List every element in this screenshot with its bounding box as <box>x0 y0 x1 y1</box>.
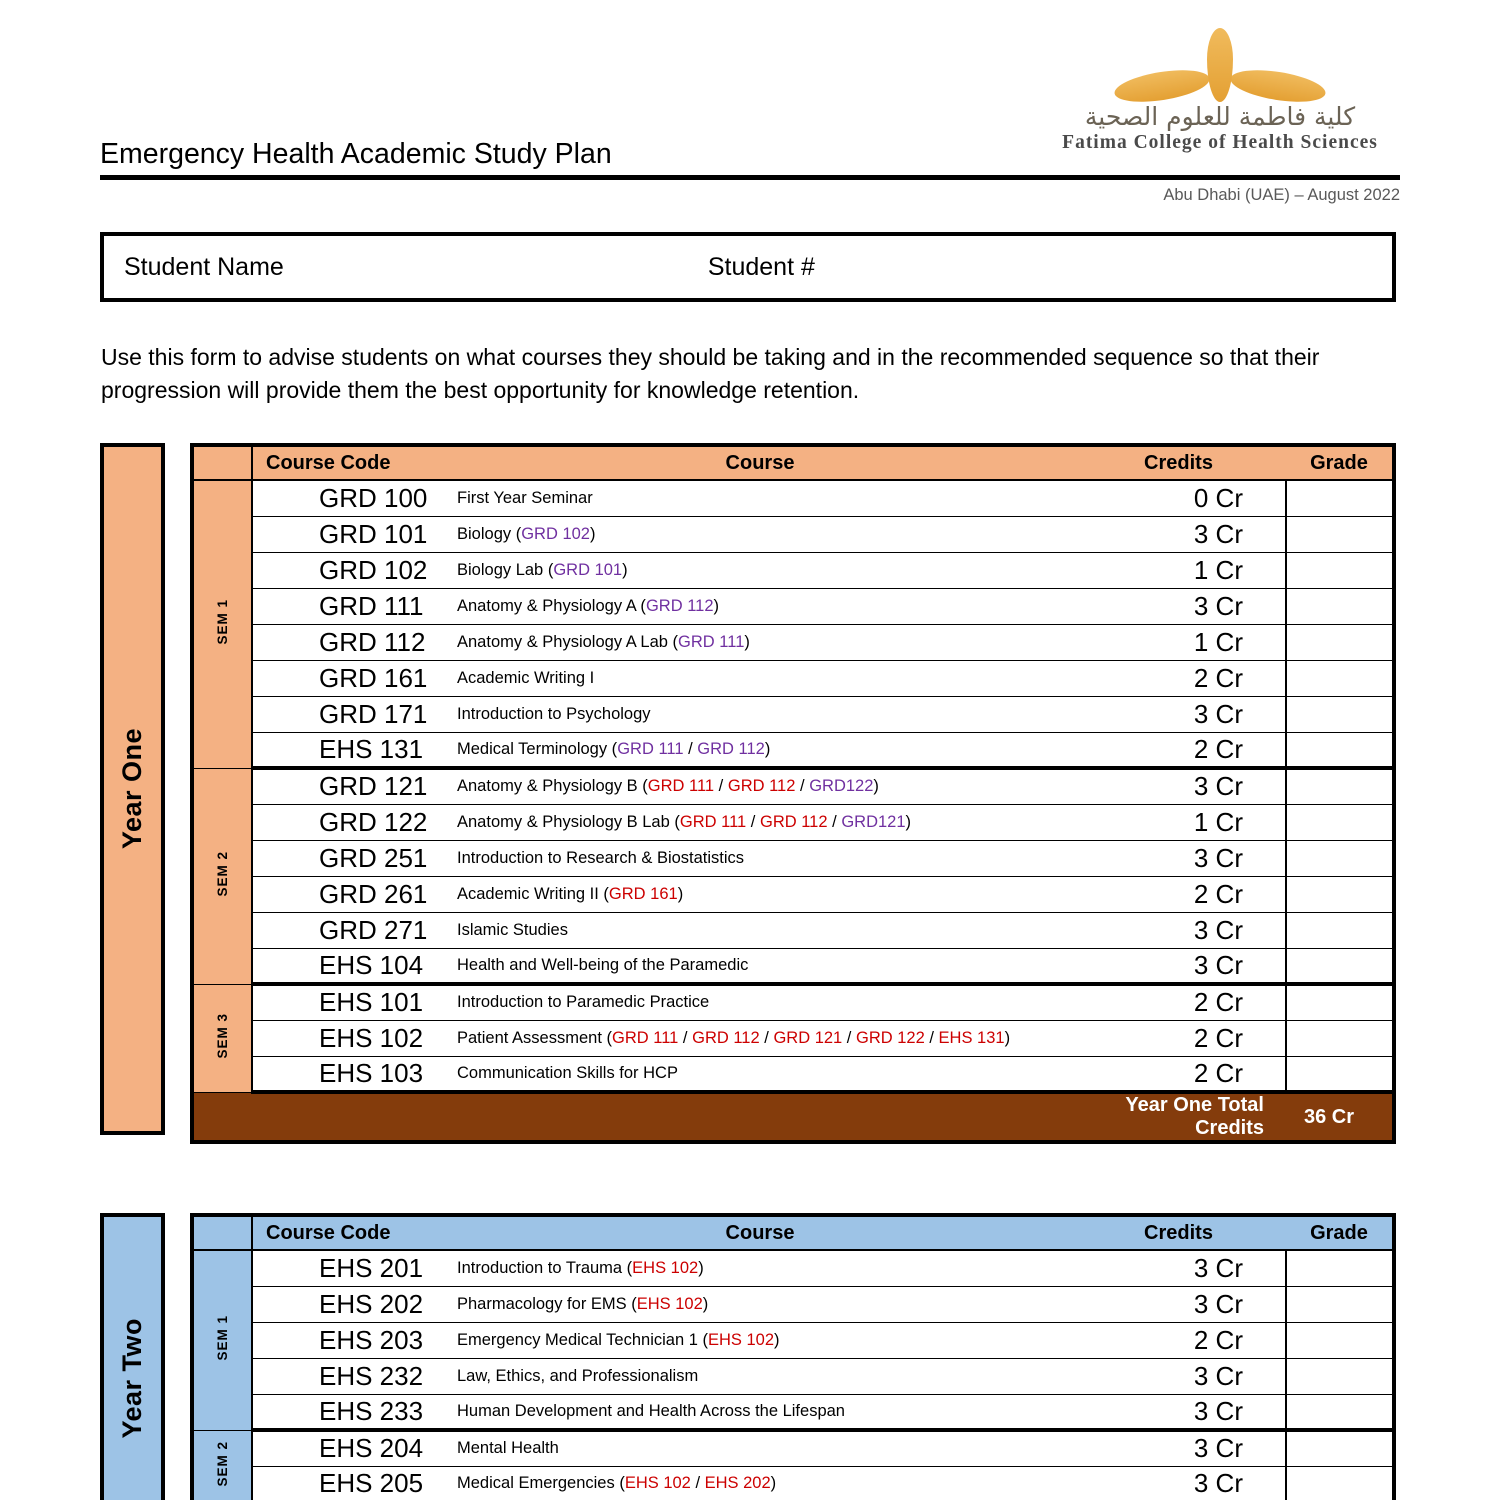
semester-label-cell <box>194 480 252 768</box>
course-name-cell: Anatomy & Physiology B (GRD 111 / GRD 112 / GRD122) <box>449 768 1071 804</box>
credits-cell: 3 Cr <box>1071 1250 1286 1286</box>
prerequisite-code: GRD 111 <box>679 812 747 831</box>
course-name-cell: Pharmacology for EMS (EHS 102) <box>449 1286 1071 1322</box>
grade-cell[interactable] <box>1286 552 1392 588</box>
credits-cell: 1 Cr <box>1071 552 1286 588</box>
table-row[interactable] <box>194 1250 1392 1286</box>
course-code-cell: EHS 203 <box>252 1322 449 1358</box>
course-name-cell: Biology Lab (GRD 101) <box>449 552 1071 588</box>
semester-label: SEM 1 <box>215 1314 230 1361</box>
table-row[interactable] <box>194 1466 1392 1500</box>
prerequisite-code: GRD 161 <box>608 884 678 903</box>
grade-cell[interactable] <box>1286 480 1392 516</box>
course-code-cell: GRD 112 <box>252 624 449 660</box>
course-name-cell: Human Development and Health Across the Lifespan <box>449 1394 1071 1430</box>
grade-cell[interactable] <box>1286 1286 1392 1322</box>
course-code-cell: GRD 161 <box>252 660 449 696</box>
table-row[interactable] <box>194 948 1392 984</box>
course-code-cell: EHS 101 <box>252 984 449 1020</box>
course-code-cell: EHS 232 <box>252 1358 449 1394</box>
prerequisite-code: GRD 121 <box>773 1028 843 1047</box>
table-row[interactable] <box>194 660 1392 696</box>
course-code-cell: EHS 205 <box>252 1466 449 1500</box>
grade-cell[interactable] <box>1286 804 1392 840</box>
grade-cell[interactable] <box>1286 1394 1392 1430</box>
prerequisite-code: GRD 122 <box>855 1028 925 1047</box>
course-name-cell: Mental Health <box>449 1430 1071 1466</box>
semester-label: SEM 3 <box>215 1012 230 1059</box>
header-grade: Grade <box>1286 447 1392 480</box>
credits-cell: 3 Cr <box>1071 696 1286 732</box>
table-row[interactable] <box>194 1358 1392 1394</box>
table-row[interactable] <box>194 552 1392 588</box>
year-total-row <box>194 1092 1392 1140</box>
course-name-cell: Introduction to Trauma (EHS 102) <box>449 1250 1071 1286</box>
credits-cell: 3 Cr <box>1071 948 1286 984</box>
course-code-cell: GRD 102 <box>252 552 449 588</box>
student-info-box <box>100 232 1396 302</box>
table-row[interactable] <box>194 1394 1392 1430</box>
table-header-row <box>194 447 1392 480</box>
student-number-label: Student # <box>707 252 815 281</box>
year-course-table <box>190 1213 1396 1500</box>
college-logo <box>1035 28 1405 154</box>
credits-cell: 3 Cr <box>1071 912 1286 948</box>
grade-cell[interactable] <box>1286 1322 1392 1358</box>
prerequisite-code: EHS 202 <box>704 1473 771 1492</box>
prerequisite-code: EHS 102 <box>636 1294 703 1313</box>
semester-label: SEM 1 <box>215 598 230 645</box>
grade-cell[interactable] <box>1286 588 1392 624</box>
course-code-cell: GRD 171 <box>252 696 449 732</box>
course-code-cell: GRD 121 <box>252 768 449 804</box>
course-name-cell: Anatomy & Physiology A (GRD 112) <box>449 588 1071 624</box>
header-credits: Credits <box>1071 447 1286 480</box>
corequisite-code: GRD 101 <box>553 560 623 579</box>
course-code-cell: EHS 201 <box>252 1250 449 1286</box>
prerequisite-code: GRD 112 <box>759 812 828 831</box>
table-row[interactable] <box>194 984 1392 1020</box>
table-row[interactable] <box>194 1020 1392 1056</box>
semester-label: SEM 2 <box>215 850 230 897</box>
grade-cell[interactable] <box>1286 1250 1392 1286</box>
header-course-code: Course Code <box>252 1217 449 1250</box>
credits-cell: 0 Cr <box>1071 480 1286 516</box>
course-code-cell: GRD 111 <box>252 588 449 624</box>
table-row[interactable] <box>194 1056 1392 1092</box>
table-row[interactable] <box>194 696 1392 732</box>
table-row[interactable] <box>194 876 1392 912</box>
corequisite-code: GRD121 <box>841 812 906 831</box>
credits-cell: 2 Cr <box>1071 1020 1286 1056</box>
semester-label-cell <box>194 984 252 1092</box>
corequisite-code: GRD 111 <box>678 632 745 651</box>
student-name-label: Student Name <box>124 252 284 281</box>
semester-label-cell <box>194 768 252 984</box>
grade-cell[interactable] <box>1286 948 1392 984</box>
header-course: Course <box>449 1217 1071 1250</box>
credits-cell: 3 Cr <box>1071 588 1286 624</box>
grade-cell[interactable] <box>1286 696 1392 732</box>
table-row[interactable] <box>194 480 1392 516</box>
credits-cell: 3 Cr <box>1071 1430 1286 1466</box>
total-spacer-cell <box>194 1092 1071 1140</box>
prerequisite-code: EHS 102 <box>632 1258 699 1277</box>
header-credits: Credits <box>1071 1217 1286 1250</box>
table-row[interactable] <box>194 624 1392 660</box>
corequisite-code: GRD122 <box>809 777 874 796</box>
course-name-cell: Academic Writing I <box>449 660 1071 696</box>
prerequisite-code: GRD 112 <box>727 777 796 796</box>
logo-english-text: Fatima College of Health Sciences <box>1062 132 1378 153</box>
table-row[interactable] <box>194 804 1392 840</box>
prerequisite-code: GRD 111 <box>647 777 715 796</box>
course-code-cell: GRD 261 <box>252 876 449 912</box>
table-row[interactable] <box>194 1322 1392 1358</box>
prerequisite-code: GRD 112 <box>692 1028 760 1047</box>
year-course-table <box>190 443 1396 1144</box>
header-course-code: Course Code <box>252 447 449 480</box>
course-code-cell: GRD 100 <box>252 480 449 516</box>
credits-cell: 2 Cr <box>1071 1056 1286 1092</box>
course-name-cell: Introduction to Research & Biostatistics <box>449 840 1071 876</box>
credits-cell: 2 Cr <box>1071 876 1286 912</box>
grade-cell[interactable] <box>1286 912 1392 948</box>
table-row[interactable] <box>194 1286 1392 1322</box>
header-course: Course <box>449 447 1071 480</box>
credits-cell: 3 Cr <box>1071 1466 1286 1500</box>
course-name-cell: Anatomy & Physiology B Lab (GRD 111 / GRD 112 / GRD121) <box>449 804 1071 840</box>
course-code-cell: EHS 131 <box>252 732 449 768</box>
year-spine <box>100 1213 165 1500</box>
prerequisite-code: EHS 131 <box>938 1028 1005 1047</box>
grade-cell[interactable] <box>1286 516 1392 552</box>
total-credits-value: 36 Cr <box>1286 1092 1392 1140</box>
grade-cell[interactable] <box>1286 1020 1392 1056</box>
total-credits-label: Year One Total Credits <box>1071 1092 1286 1140</box>
course-name-cell: First Year Seminar <box>449 480 1071 516</box>
prerequisite-code: EHS 102 <box>707 1330 775 1349</box>
prerequisite-code: GRD 111 <box>612 1028 679 1047</box>
credits-cell: 3 Cr <box>1071 768 1286 804</box>
table-row[interactable] <box>194 768 1392 804</box>
course-code-cell: EHS 102 <box>252 1020 449 1056</box>
course-name-cell: Islamic Studies <box>449 912 1071 948</box>
course-name-cell: Communication Skills for HCP <box>449 1056 1071 1092</box>
course-name-cell: Anatomy & Physiology A Lab (GRD 111) <box>449 624 1071 660</box>
course-name-cell: Introduction to Paramedic Practice <box>449 984 1071 1020</box>
credits-cell: 3 Cr <box>1071 516 1286 552</box>
table-row[interactable] <box>194 516 1392 552</box>
course-name-cell: Biology (GRD 102) <box>449 516 1071 552</box>
table-row[interactable] <box>194 588 1392 624</box>
credits-cell: 3 Cr <box>1071 1286 1286 1322</box>
course-code-cell: EHS 104 <box>252 948 449 984</box>
credits-cell: 3 Cr <box>1071 1358 1286 1394</box>
credits-cell: 2 Cr <box>1071 732 1286 768</box>
document-subtitle: Abu Dhabi (UAE) – August 2022 <box>1163 186 1400 204</box>
credits-cell: 3 Cr <box>1071 1394 1286 1430</box>
corequisite-code: GRD 102 <box>521 524 590 543</box>
year-label: Year Two <box>117 1317 147 1439</box>
course-name-cell: Emergency Medical Technician 1 (EHS 102) <box>449 1322 1071 1358</box>
course-name-cell: Academic Writing II (GRD 161) <box>449 876 1071 912</box>
credits-cell: 2 Cr <box>1071 1322 1286 1358</box>
course-code-cell: GRD 251 <box>252 840 449 876</box>
grade-cell[interactable] <box>1286 768 1392 804</box>
header-semester-spacer <box>194 447 252 480</box>
course-name-cell: Patient Assessment (GRD 111 / GRD 112 / GRD 121 / GRD 122 / EHS 131) <box>449 1020 1071 1056</box>
table-header-row <box>194 1217 1392 1250</box>
credits-cell: 1 Cr <box>1071 624 1286 660</box>
credits-cell: 3 Cr <box>1071 840 1286 876</box>
leaf-logo-icon <box>1035 28 1405 100</box>
course-name-cell: Law, Ethics, and Professionalism <box>449 1358 1071 1394</box>
semester-label: SEM 2 <box>215 1440 230 1487</box>
course-code-cell: GRD 122 <box>252 804 449 840</box>
year-spine <box>100 443 165 1135</box>
grade-cell[interactable] <box>1286 984 1392 1020</box>
grade-cell[interactable] <box>1286 660 1392 696</box>
instruction-text: Use this form to advise students on what courses they should be taking and in the recommended sequence so that their progression will provide them the best opportunity for knowledge retention. <box>101 344 1320 403</box>
year-label: Year One <box>117 728 147 850</box>
grade-cell[interactable] <box>1286 732 1392 768</box>
corequisite-code: GRD 112 <box>697 739 765 758</box>
corequisite-code: GRD 111 <box>617 739 684 758</box>
page-title: Emergency Health Academic Study Plan <box>100 138 612 170</box>
grade-cell[interactable] <box>1286 1430 1392 1466</box>
title-block <box>100 138 1400 180</box>
grade-cell[interactable] <box>1286 1358 1392 1394</box>
table-row[interactable] <box>194 840 1392 876</box>
course-code-cell: EHS 204 <box>252 1430 449 1466</box>
header-grade: Grade <box>1286 1217 1392 1250</box>
course-code-cell: GRD 101 <box>252 516 449 552</box>
logo-arabic-text: كلية فاطمة للعلوم الصحية <box>1084 102 1356 131</box>
course-name-cell: Medical Emergencies (EHS 102 / EHS 202) <box>449 1466 1071 1500</box>
grade-cell[interactable] <box>1286 1056 1392 1092</box>
credits-cell: 2 Cr <box>1071 984 1286 1020</box>
course-code-cell: GRD 271 <box>252 912 449 948</box>
grade-cell[interactable] <box>1286 876 1392 912</box>
header-semester-spacer <box>194 1217 252 1250</box>
table-row[interactable] <box>194 912 1392 948</box>
course-name-cell: Medical Terminology (GRD 111 / GRD 112) <box>449 732 1071 768</box>
grade-cell[interactable] <box>1286 840 1392 876</box>
table-row[interactable] <box>194 732 1392 768</box>
semester-label-cell <box>194 1430 252 1500</box>
table-row[interactable] <box>194 1430 1392 1466</box>
semester-label-cell <box>194 1250 252 1430</box>
course-name-cell: Health and Well-being of the Paramedic <box>449 948 1071 984</box>
course-code-cell: EHS 103 <box>252 1056 449 1092</box>
course-name-cell: Introduction to Psychology <box>449 696 1071 732</box>
grade-cell[interactable] <box>1286 1466 1392 1500</box>
prerequisite-code: EHS 102 <box>624 1473 691 1492</box>
corequisite-code: GRD 112 <box>645 596 714 615</box>
course-code-cell: EHS 202 <box>252 1286 449 1322</box>
course-code-cell: EHS 233 <box>252 1394 449 1430</box>
credits-cell: 1 Cr <box>1071 804 1286 840</box>
credits-cell: 2 Cr <box>1071 660 1286 696</box>
grade-cell[interactable] <box>1286 624 1392 660</box>
